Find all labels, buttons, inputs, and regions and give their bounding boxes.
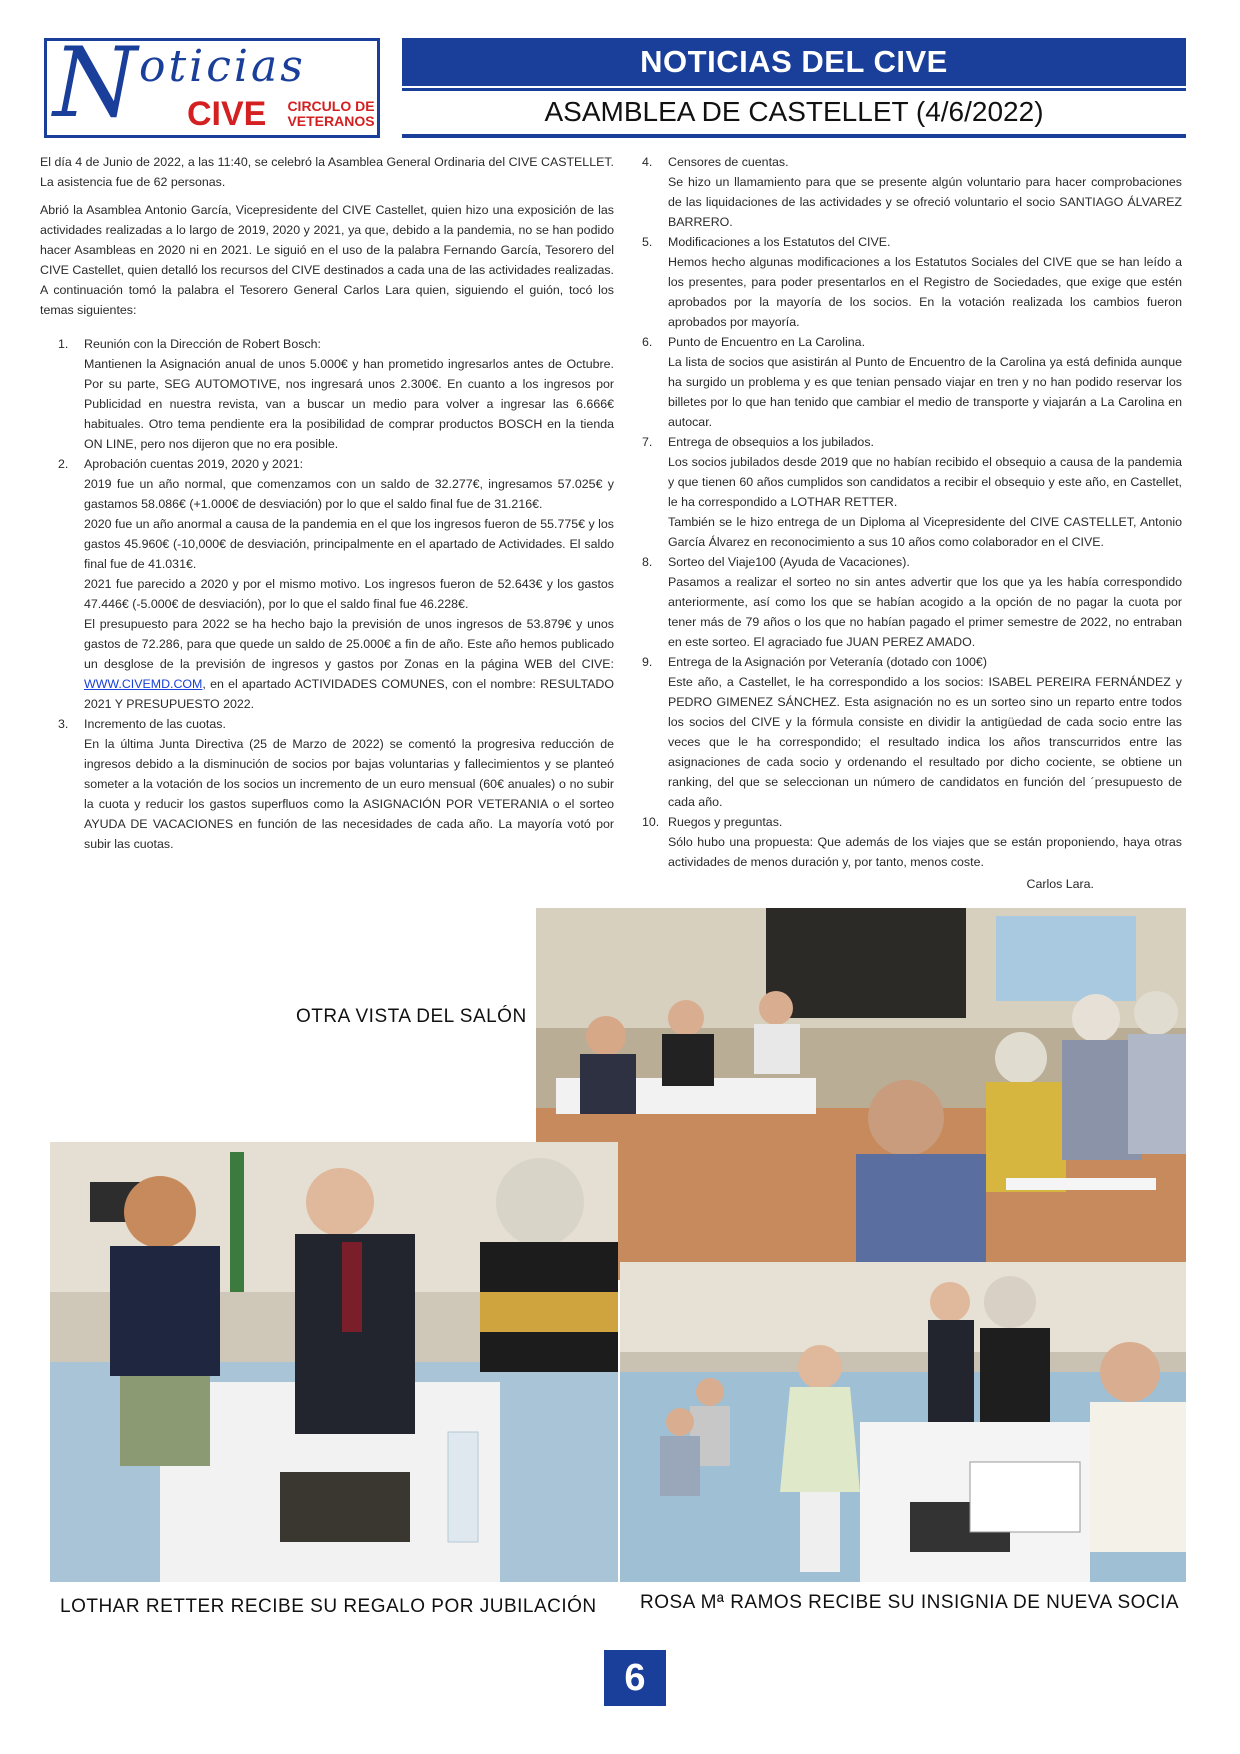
section-banner: NOTICIAS DEL CIVE: [402, 38, 1186, 86]
agenda-list-left: [40, 334, 614, 854]
agenda-item: [642, 232, 1182, 332]
agenda-item: [642, 652, 1182, 812]
item-number: 5.: [642, 235, 653, 249]
agenda-item: [642, 552, 1182, 652]
item-title: Punto de Encuentro en La Carolina.: [668, 335, 866, 349]
title-rule: [402, 134, 1186, 138]
caption-lothar: LOTHAR RETTER RECIBE SU REGALO POR JUBILACIÓN: [60, 1596, 597, 1617]
intro-paragraph: El día 4 de Junio de 2022, a las 11:40, se celebró la Asamblea General Ordinaria del CIVE CASTELLET. La asistencia fue de 62 personas.: [40, 155, 614, 189]
item-body: Se hizo un llamamiento para que se presente algún voluntario para hacer comprobaciones de las liquidaciones de las actividades y se ofreció voluntario el socio SANTIAGO ÁLVAREZ BARRERO.: [668, 175, 1182, 229]
item-title: Sorteo del Viaje100 (Ayuda de Vacaciones).: [668, 555, 910, 569]
item-body: Los socios jubilados desde 2019 que no habían recibido el obsequio a causa de la pandemia y que tienen 60 años cumplidos son candidatos a recibir el obsequio y este año, en Castellet, le ha correspondido a LOTHAR RETTER.: [668, 455, 1182, 509]
agenda-item: [642, 152, 1182, 232]
left-column: [40, 152, 614, 854]
agenda-item: [40, 454, 614, 714]
civemd-link[interactable]: WWW.CIVEMD.COM: [84, 677, 203, 691]
item-body: La lista de socios que asistirán al Punto de Encuentro de la Carolina ya está definida aunque ha surgido un problema y es que tenian pensado viajar en tren y no han podido reservar los billetes por lo que han tenido que cambiar el medio de transporte y viajarán a La Carolina en autocar.: [668, 355, 1182, 429]
item-body: En la última Junta Directiva (25 de Marzo de 2022) se comentó la progresiva reducción de ingresos debido a la disminución de socios por bajas voluntarias y fallecimientos y se planteó someter a la votación de los socios un incremento de un euro mensual (60€ anuales) o no subir la cuota y reducir los gastos superfluos como la ASIGNACIÓN POR VETERANIA o el sorteo AYUDA DE VACACIONES en función de las necesidades de cada año. La mayoría votó por subir las cuotas.: [84, 737, 614, 851]
item-title: Entrega de obsequios a los jubilados.: [668, 435, 874, 449]
agenda-item: [642, 332, 1182, 432]
right-column: [642, 152, 1182, 894]
item-title: Entrega de la Asignación por Veteranía (dotado con 100€): [668, 655, 987, 669]
item-body: Este año, a Castellet, le ha correspondido a los socios: ISABEL PEREIRA FERNÁNDEZ y PEDRO GIMENEZ SÁNCHEZ. Esta asignación no es un sorteo sino un reparto entre todos los socios del CIVE y la fórmula consiste en dividir la antigüedad de cada socio entre las veces que le ha correspondido; el resultado indica los años transcurridos entre las asignaciones de cada socio y ordenando el resultado por dicho cociente, se obtiene un ranking, del que se seleccionan un número de candidatos en función del ´presupuesto de cada año.: [668, 675, 1182, 809]
caption-rosa: ROSA Mª RAMOS RECIBE SU INSIGNIA DE NUEVA SOCIA: [640, 1592, 1180, 1613]
item-body: Pasamos a realizar el sorteo no sin antes advertir que los que ya les había correspondido anteriormente, así como los que se habían acogido a la opción de no pagar la cuota por tener más de 79 años o los que no habían pagado el primer semestre de 2022, no entraban en este sorteo. El agraciado fue JUAN PEREZ AMADO.: [668, 575, 1182, 649]
caption-salon: OTRA VISTA DEL SALÓN: [296, 1006, 527, 1027]
item-body: Mantienen la Asignación anual de unos 5.000€ y han prometido ingresarlos antes de Octubre. Por su parte, SEG AUTOMOTIVE, nos ingresará unos 2.300€. En cuanto a los ingresos por Publicidad en nuestra revista, van a buscar un medio para volver a ingresar las 6.666€ habituales. Otro tema pendiente era la posibilidad de comprar productos BOSCH en la tienda ON LINE, pero nos dijeron que no era posible.: [84, 357, 614, 451]
salon-photo-illustration: [536, 908, 1186, 1280]
logo-sub-line1: CIRCULO DE: [287, 98, 375, 114]
agenda-list-right: [642, 152, 1182, 872]
logo-cive: CIVE: [187, 95, 267, 133]
item-body: Hemos hecho algunas modificaciones a los Estatutos Sociales del CIVE que se han leído a los presentes, para poder presentarlos en el Registro de Sociedades, que exige que estén aprobados por la mayoría de los socios. En la votación realizada los cambios fueron aprobados por mayoría.: [668, 255, 1182, 329]
photo-rosa: [620, 1262, 1186, 1582]
cive-logo: [44, 27, 380, 139]
item-title: Ruegos y preguntas.: [668, 815, 783, 829]
banner-rule: [402, 88, 1186, 91]
item-number: 8.: [642, 555, 653, 569]
signature: Carlos Lara.: [1026, 877, 1094, 891]
item-body: 2020 fue un año anormal a causa de la pandemia en el que los ingresos fueron de 55.775€ y los gastos 45.960€ (-10,000€ de desviación, principalmente en el apartado de Actividades. El saldo final fue de 41.031€.: [84, 517, 614, 571]
item-body: 2021 fue parecido a 2020 y por el mismo motivo. Los ingresos fueron de 52.643€ y los gastos 47.446€ (-5.000€ de desviación), por lo que el saldo final fue 46.228€.: [84, 577, 614, 611]
item-title: Reunión con la Dirección de Robert Bosch:: [84, 337, 321, 351]
logo-subtitle: [285, 99, 377, 129]
article-title: ASAMBLEA DE CASTELLET (4/6/2022): [544, 96, 1044, 127]
agenda-item: [642, 812, 1182, 872]
item-title: Modificaciones a los Estatutos del CIVE.: [668, 235, 891, 249]
page-number: 6: [604, 1650, 666, 1706]
logo-letter-n: N: [53, 27, 137, 139]
item-body: 2019 fue un año normal, que comenzamos con un saldo de 32.277€, ingresamos 57.025€ y gastamos 58.086€ (+1.000€ de desviación) por lo que el saldo final fue de 31.216€.: [84, 477, 614, 511]
item-number: 3.: [58, 717, 69, 731]
item-title: Aprobación cuentas 2019, 2020 y 2021:: [84, 457, 304, 471]
opening-paragraph: Abrió la Asamblea Antonio García, Vicepresidente del CIVE Castellet, quien hizo una exposición de las actividades realizadas a lo largo de 2019, 2020 y 2021, ya que, debido a la pandemia, no se han podido hacer Asambleas en 2020 ni en 2021. Le siguió en el uso de la palabra Fernando García, Tesorero del CIVE Castellet, quien detalló los recursos del CIVE destinados a cada una de las actividades realizadas. A continuación tomó la palabra el Tesorero General Carlos Lara quien, siguiendo el guión, tocó los temas siguientes:: [40, 203, 614, 317]
rosa-photo-illustration: [620, 1262, 1186, 1582]
item-body: Sólo hubo una propuesta: Que además de los viajes que se están proponiendo, haya otras actividades de menos duración y, por tanto, menos coste.: [668, 835, 1182, 869]
agenda-item: [40, 334, 614, 454]
agenda-item: [642, 432, 1182, 552]
agenda-item: [40, 714, 614, 854]
item-title: Incremento de las cuotas.: [84, 717, 226, 731]
logo-sub-line2: VETERANOS: [287, 113, 375, 129]
item-number: 7.: [642, 435, 653, 449]
photo-lothar: [50, 1142, 618, 1582]
photo-salon: [536, 908, 1186, 1280]
item-number: 6.: [642, 335, 653, 349]
item-body: También se le hizo entrega de un Diploma al Vicepresidente del CIVE CASTELLET, Antonio García Álvarez en reconocimiento a sus 10 años como colaborador en el CIVE.: [668, 515, 1182, 549]
lothar-photo-illustration: [50, 1142, 618, 1582]
budget-text-end: , en el apartado ACTIVIDADES COMUNES, con el nombre: RESULTADO 2021 Y PRESUPUESTO 2022.: [84, 677, 614, 711]
item-number: 9.: [642, 655, 653, 669]
budget-paragraph: [84, 614, 614, 714]
logo-noticias: oticias: [139, 41, 306, 92]
budget-text: El presupuesto para 2022 se ha hecho bajo la previsión de unos ingresos de 53.879€ y unos gastos de 72.286, para que quede un saldo de 25.000€ a fin de año. Este año hemos publicado un desglose de la previsión de ingresos y gastos por Zonas en la página WEB del CIVE:: [84, 617, 614, 671]
item-title: Censores de cuentas.: [668, 155, 789, 169]
item-number: 2.: [58, 457, 69, 471]
item-number: 10.: [642, 815, 660, 829]
item-number: 1.: [58, 337, 69, 351]
item-number: 4.: [642, 155, 653, 169]
